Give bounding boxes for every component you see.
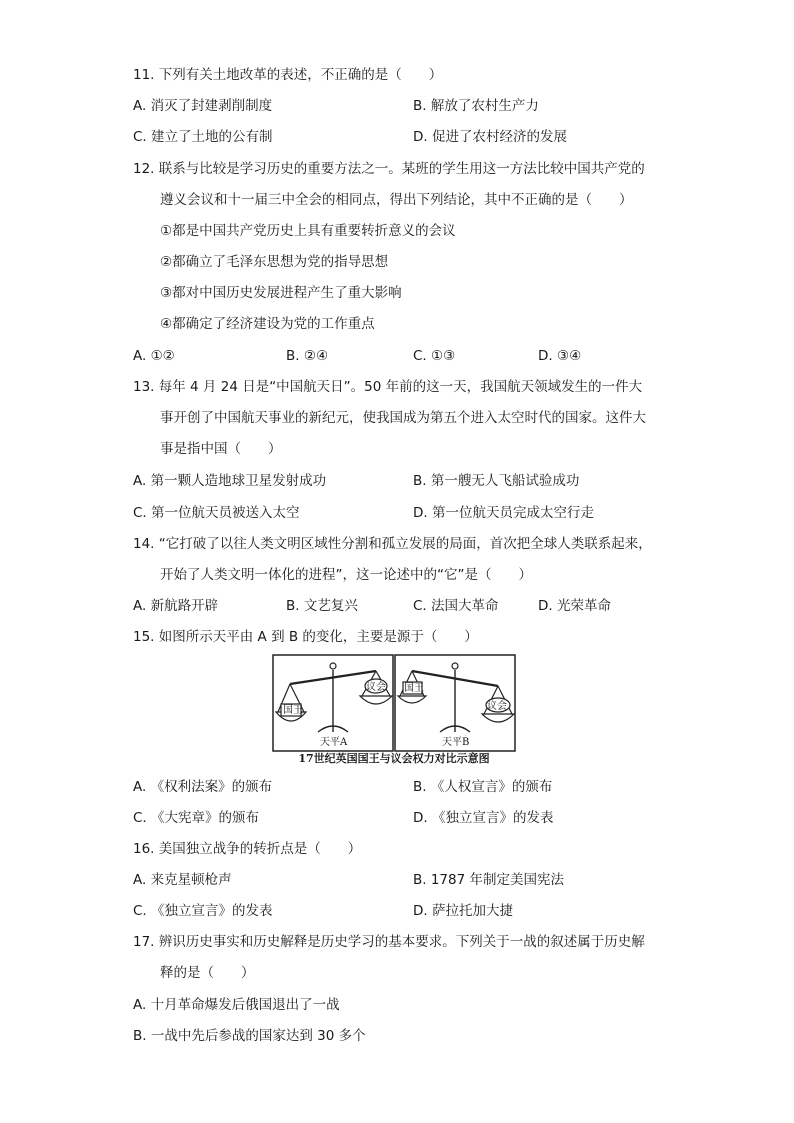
q16-option-a[interactable]: A. 来克星顿枪声 xyxy=(133,872,232,888)
q12-stem-line2: 遵义会议和十一届三中全会的相同点，得出下列结论，其中不正确的是（ ） xyxy=(160,192,633,208)
q12-statement-1: ①都是中国共产党历史上具有重要转折意义的会议 xyxy=(160,223,456,239)
q12-statement-3: ③都对中国历史发展进程产生了重大影响 xyxy=(160,285,402,301)
q12-option-d[interactable]: D. ③④ xyxy=(538,348,582,364)
q14-option-c[interactable]: C. 法国大革命 xyxy=(413,598,499,614)
q13-stem-line2: 事开创了中国航天事业的新纪元，使我国成为第五个进入太空时代的国家。这件大 xyxy=(160,410,646,426)
q13-option-b[interactable]: B. 第一艘无人飞船试验成功 xyxy=(413,473,580,489)
q12-option-b[interactable]: B. ②④ xyxy=(286,348,329,364)
q13-stem-line3: 事是指中国（ ） xyxy=(160,441,282,457)
scale-a-king-label: 国王 xyxy=(283,705,303,716)
q17-stem-line2: 释的是（ ） xyxy=(160,965,255,981)
q14-stem-line2: 开始了人类文明一体化的进程”，这一论述中的“它”是（ ） xyxy=(160,567,532,583)
q17-option-a[interactable]: A. 十月革命爆发后俄国退出了一战 xyxy=(133,997,340,1013)
q13-option-a[interactable]: A. 第一颗人造地球卫星发射成功 xyxy=(133,473,327,489)
q12-option-a[interactable]: A. ①② xyxy=(133,348,175,364)
q11-option-c[interactable]: C. 建立了土地的公有制 xyxy=(133,129,273,145)
q13-option-d[interactable]: D. 第一位航天员完成太空行走 xyxy=(413,505,594,521)
q15-option-c[interactable]: C. 《大宪章》的颁布 xyxy=(133,810,260,826)
q11-option-a[interactable]: A. 消灭了封建剥削制度 xyxy=(133,98,273,114)
scale-b-title: 天平B xyxy=(442,737,470,748)
q12-stem-line1: 12. 联系与比较是学习历史的重要方法之一。某班的学生用这一方法比较中国共产党的 xyxy=(133,161,645,177)
q16-stem: 16. 美国独立战争的转折点是（ ） xyxy=(133,841,362,857)
q17-option-b[interactable]: B. 一战中先后参战的国家达到 30 多个 xyxy=(133,1028,366,1044)
q15-stem: 15. 如图所示天平由 A 到 B 的变化，主要是源于（ ） xyxy=(133,629,478,645)
q12-statement-4: ④都确定了经济建设为党的工作重点 xyxy=(160,316,375,332)
q14-option-b[interactable]: B. 文艺复兴 xyxy=(286,598,358,614)
q11-stem: 11. 下列有关土地改革的表述，不正确的是（ ） xyxy=(133,67,443,83)
q15-option-d[interactable]: D. 《独立宣言》的发表 xyxy=(413,810,554,826)
q12-option-c[interactable]: C. ①③ xyxy=(413,348,456,364)
q16-option-c[interactable]: C. 《独立宣言》的发表 xyxy=(133,903,273,919)
q11-option-b[interactable]: B. 解放了农村生产力 xyxy=(413,98,539,114)
q11-option-d[interactable]: D. 促进了农村经济的发展 xyxy=(413,129,567,145)
q14-option-a[interactable]: A. 新航路开辟 xyxy=(133,598,219,614)
q13-stem-line1: 13. 每年 4 月 24 日是“中国航天日”。50 年前的这一天，我国航天领域发生的一件大 xyxy=(133,379,643,395)
figure-caption: 17世纪英国国王与议会权力对比示意图 xyxy=(298,752,490,765)
q14-stem-line1: 14. “它打破了以往人类文明区域性分割和孤立发展的局面，首次把全球人类联系起来， xyxy=(133,536,652,552)
q13-option-c[interactable]: C. 第一位航天员被送入太空 xyxy=(133,505,300,521)
q16-option-b[interactable]: B. 1787 年制定美国宪法 xyxy=(413,872,564,888)
scale-b-king-label: 国王 xyxy=(404,683,424,694)
q17-stem-line1: 17. 辨识历史事实和历史解释是历史学习的基本要求。下列关于一战的叙述属于历史解 xyxy=(133,934,645,950)
q15-option-a[interactable]: A. 《权利法案》的颁布 xyxy=(133,779,273,795)
scale-b-parliament-label: 议会 xyxy=(487,701,507,712)
q12-statement-2: ②都确立了毛泽东思想为党的指导思想 xyxy=(160,254,389,270)
scale-a-parliament-label: 议会 xyxy=(366,682,386,693)
q16-option-d[interactable]: D. 萨拉托加大捷 xyxy=(413,903,513,919)
scale-a-title: 天平A xyxy=(320,737,348,748)
q15-option-b[interactable]: B. 《人权宣言》的颁布 xyxy=(413,779,553,795)
q14-option-d[interactable]: D. 光荣革命 xyxy=(538,598,611,614)
